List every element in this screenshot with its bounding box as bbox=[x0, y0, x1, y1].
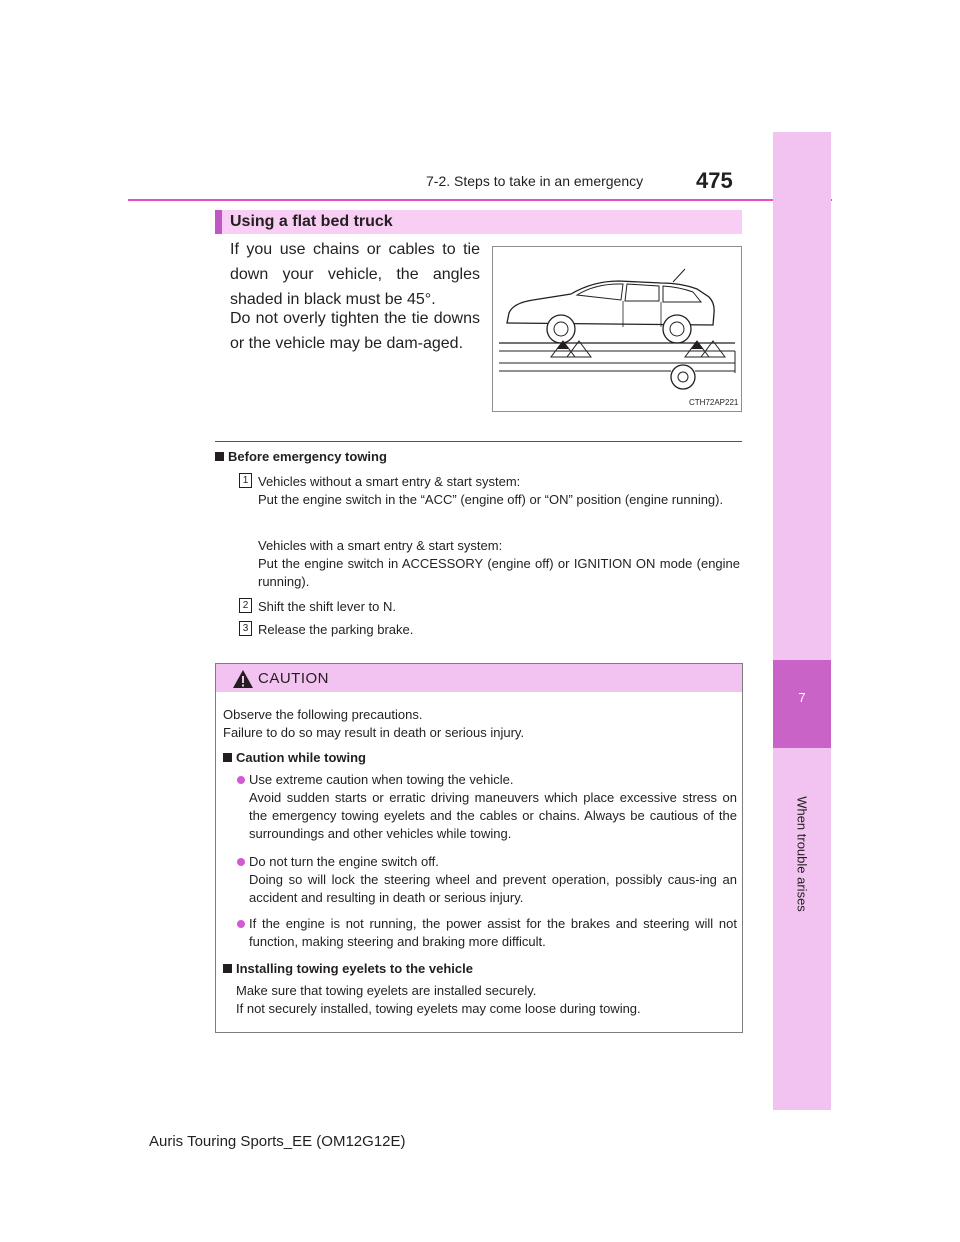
step-text: Put the engine switch in the “ACC” (engine off) or “ON” position (engine running). bbox=[258, 492, 724, 507]
section-divider bbox=[215, 441, 742, 442]
square-bullet-icon bbox=[223, 964, 232, 973]
before-towing-heading: Before emergency towing bbox=[228, 449, 387, 464]
caution-intro: Failure to do so may result in death or serious injury. bbox=[223, 725, 525, 740]
chapter-number: 7 bbox=[798, 690, 806, 705]
step-text: Vehicles with a smart entry & start system: bbox=[258, 538, 503, 553]
intro-paragraph: If you use chains or cables to tie down your vehicle, the angles shaded in black must be 45°. bbox=[230, 241, 480, 308]
subheading-accent bbox=[215, 210, 222, 234]
flatbed-illustration bbox=[492, 246, 742, 412]
caution-text: Make sure that towing eyelets are installed securely. bbox=[236, 983, 537, 998]
header-rule bbox=[128, 199, 832, 201]
bullet-dot-icon bbox=[237, 858, 245, 866]
step-text: Shift the shift lever to N. bbox=[258, 599, 397, 614]
page-number: 475 bbox=[696, 168, 733, 193]
step-number: 2 bbox=[239, 598, 252, 613]
bullet-dot-icon bbox=[237, 920, 245, 928]
chapter-side-tab bbox=[773, 132, 831, 1110]
warning-triangle-icon bbox=[232, 669, 254, 694]
subheading: Using a flat bed truck bbox=[230, 213, 393, 230]
caution-intro: Observe the following precautions. bbox=[223, 707, 423, 722]
bullet-dot-icon bbox=[237, 776, 245, 784]
section-title: 7-2. Steps to take in an emergency bbox=[426, 173, 644, 189]
caution-title: CAUTION bbox=[258, 670, 329, 687]
step-text: Release the parking brake. bbox=[258, 622, 414, 637]
step-text: Vehicles without a smart entry & start system: bbox=[258, 474, 521, 489]
footer-model: Auris Touring Sports_EE (OM12G12E) bbox=[149, 1133, 406, 1150]
caution-group-heading: Caution while towing bbox=[236, 750, 366, 765]
caution-text: If not securely installed, towing eyelets may come loose during towing. bbox=[236, 1001, 641, 1016]
car-on-flatbed-icon bbox=[493, 247, 741, 411]
square-bullet-icon bbox=[215, 452, 224, 461]
figure-code: CTH72AP221 bbox=[689, 398, 739, 407]
step-text: Put the engine switch in ACCESSORY (engine off) or IGNITION ON mode (engine running). bbox=[258, 556, 740, 589]
caution-item: Avoid sudden starts or erratic driving maneuvers which place excessive stress on the emergency towing eyelets and the cables or chains. Always be cautious of the surroundings and other vehicles while towing. bbox=[249, 790, 737, 841]
chapter-label: When trouble arises bbox=[794, 796, 810, 912]
square-bullet-icon bbox=[223, 753, 232, 762]
caution-item: Use extreme caution when towing the vehicle. bbox=[249, 772, 514, 787]
caution-item: Doing so will lock the steering wheel and prevent operation, possibly caus-ing an accident and resulting in death or serious injury. bbox=[249, 872, 737, 905]
caution-item: If the engine is not running, the power assist for the brakes and steering will not function, making steering and braking more difficult. bbox=[249, 916, 737, 949]
step-number: 1 bbox=[239, 473, 252, 488]
step-number: 3 bbox=[239, 621, 252, 636]
caution-group-heading: Installing towing eyelets to the vehicle bbox=[236, 961, 473, 976]
intro-paragraph: Do not overly tighten the tie downs or the vehicle may be dam-aged. bbox=[230, 310, 480, 352]
caution-item: Do not turn the engine switch off. bbox=[249, 854, 439, 869]
